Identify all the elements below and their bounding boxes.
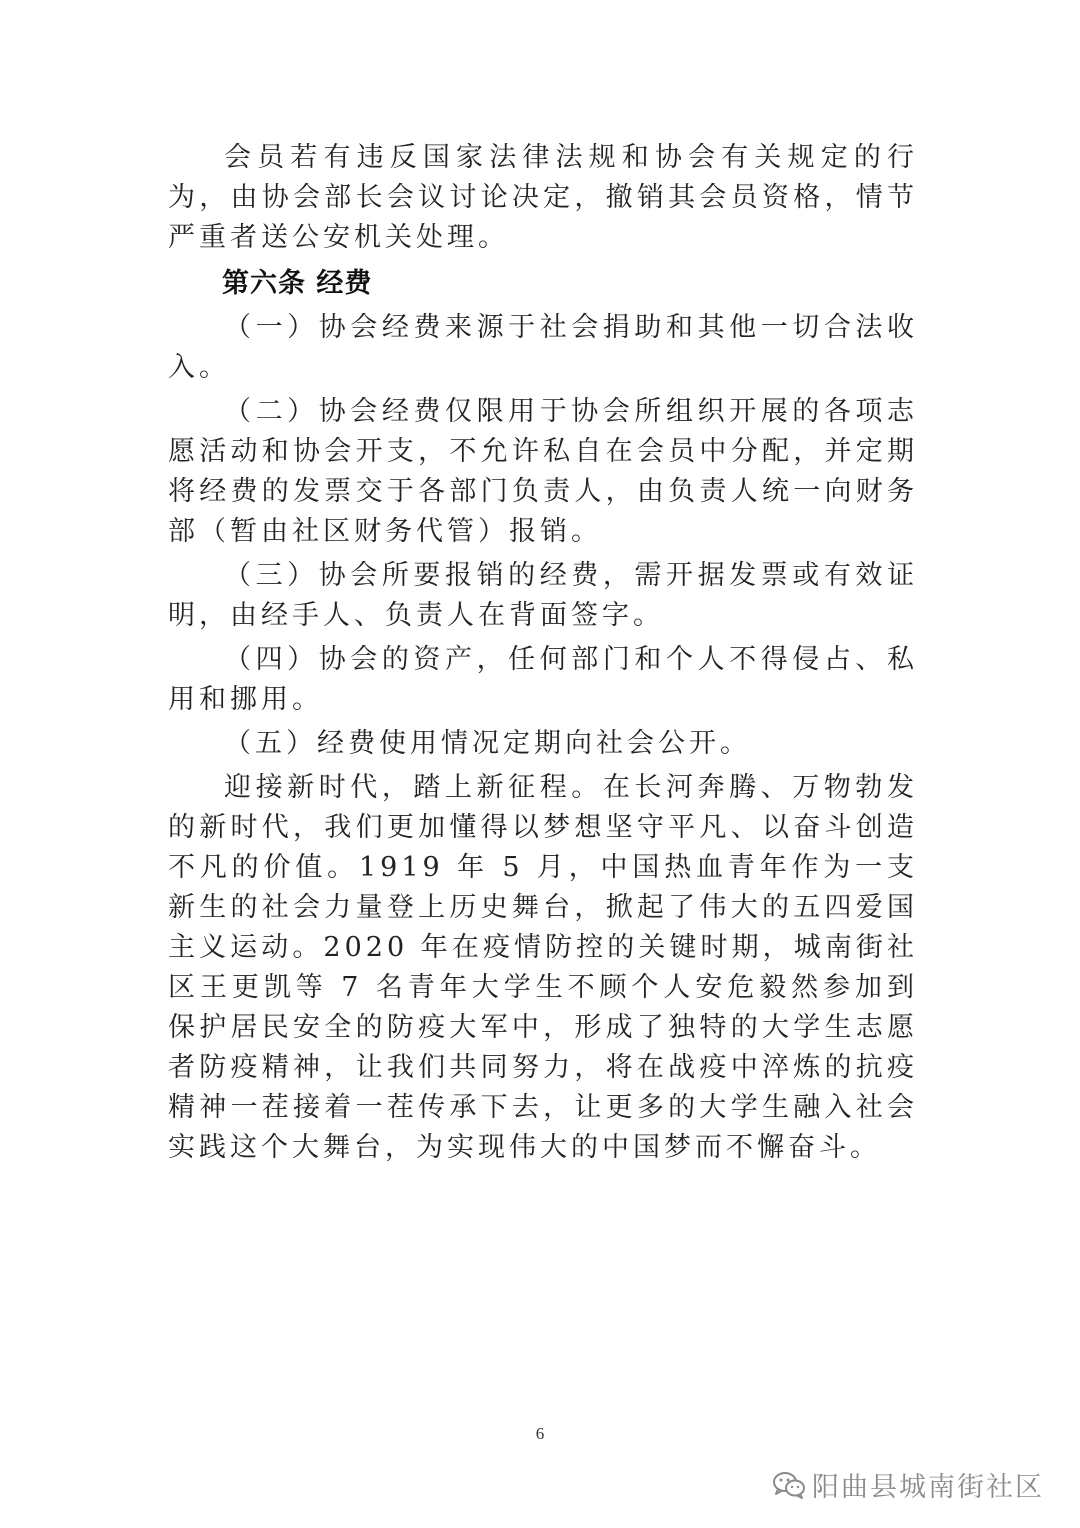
list-item: （二）协会经费仅限用于协会所组织开展的各项志愿活动和协会开支，不允许私自在会员中分配，并定期将经费的发票交于各部门负责人，由负责人统一向财务部（暂由社区财务代管）报销。 <box>168 396 918 547</box>
list-item: （四）协会的资产，任何部门和个人不得侵占、私用和挪用。 <box>168 644 918 715</box>
paragraph-membership-revocation: 会员若有违反国家法律法规和协会有关规定的行为，由协会部长会议讨论决定，撤销其会员资格，情节严重者送公安机关处理。 <box>168 142 918 253</box>
wechat-icon <box>772 1470 806 1500</box>
watermark <box>772 1465 1044 1504</box>
page-number: 6 <box>535 1424 545 1443</box>
list-item: （三）协会所要报销的经费，需开据发票或有效证明，由经手人、负责人在背面签字。 <box>168 560 918 631</box>
list-item: （五）经费使用情况定期向社会公开。 <box>224 728 751 759</box>
article-heading: 第六条 经费 <box>222 268 373 299</box>
list-item: （一）协会经费来源于社会捐助和其他一切合法收入。 <box>168 312 918 383</box>
document-body <box>168 138 918 1168</box>
closing-paragraph: 迎接新时代，踏上新征程。在长河奔腾、万物勃发的新时代，我们更加懂得以梦想坚守平凡、以奋斗创造不凡的价值。1919 年 5 月，中国热血青年作为一支新生的社会力量登上历史舞台，掀起了伟大的五四爱国主义运动。2020 年在疫情防控的关键时期，城南街社区王更凯等 7 名青年大学生不顾个人安危毅然参加到保护居民安全的防疫大军中，形成了独特的大学生志愿者防疫精神，让我们共同努力，将在战疫中淬炼的抗疫精神一茬接着一茬传承下去，让更多的大学生融入社会实践这个大舞台，为实现伟大的中国梦而不懈奋斗。 <box>168 772 918 1163</box>
watermark-text: 阳曲县城南街社区 <box>812 1472 1044 1503</box>
